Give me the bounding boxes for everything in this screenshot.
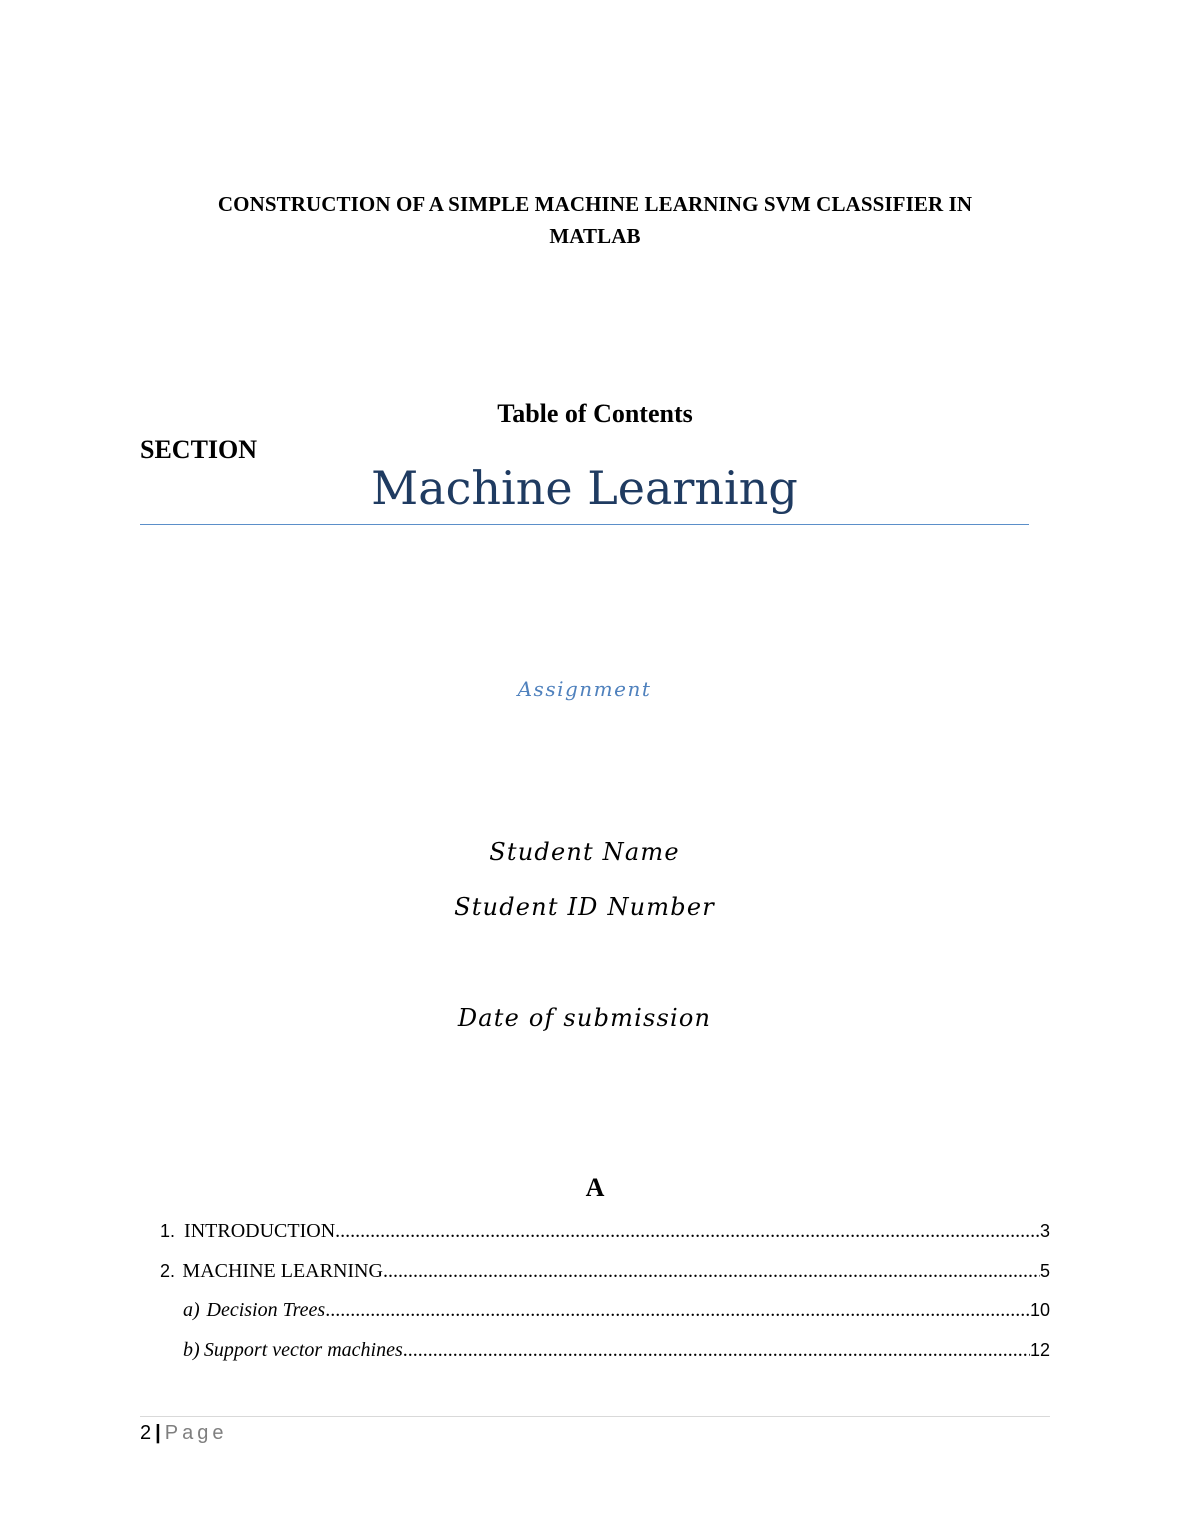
document-title-line-1: CONSTRUCTION OF A SIMPLE MACHINE LEARNING SVM CLASSIFIER IN	[217, 192, 973, 216]
cover-title: Machine Learning	[140, 456, 1029, 525]
toc-leader-dots	[383, 1257, 1040, 1285]
submission-date: Date of submission	[457, 1004, 712, 1032]
footer-divider	[140, 1416, 1050, 1417]
toc-entry-page: 12	[1029, 1340, 1050, 1360]
toc-entry-introduction[interactable]	[160, 1217, 1050, 1245]
toc-entry-number: 2.	[160, 1261, 176, 1281]
student-id: Student ID Number	[454, 893, 715, 921]
toc-entry-machine-learning[interactable]	[160, 1257, 1050, 1285]
toc-letter: A	[585, 1173, 605, 1202]
toc-entry-page: 3	[1039, 1221, 1050, 1241]
toc-entry-text: INTRODUCTION	[184, 1220, 336, 1242]
toc-entry-text: Support vector machines	[203, 1339, 403, 1361]
toc-entry-number: b)	[183, 1339, 200, 1361]
toc-entry-number: 1.	[160, 1221, 176, 1241]
toc-heading: Table of Contents	[497, 399, 693, 428]
footer-separator: |	[155, 1422, 161, 1444]
toc-entry-support-vector-machines[interactable]	[183, 1336, 1050, 1364]
toc-leader-dots	[335, 1217, 1040, 1245]
toc-leader-dots	[403, 1336, 1030, 1364]
student-name: Student Name	[489, 838, 680, 866]
subtitle: Assignment	[517, 677, 652, 701]
toc-entry-text: MACHINE LEARNING	[182, 1260, 383, 1282]
document-title	[140, 188, 1050, 252]
footer-page-word: Page	[164, 1422, 228, 1444]
toc-entry-page: 10	[1029, 1300, 1050, 1320]
section-label: SECTION	[140, 435, 258, 464]
document-title-line-2: MATLAB	[549, 224, 641, 248]
page-footer	[140, 1420, 227, 1446]
toc-leader-dots	[325, 1296, 1030, 1324]
toc-entry-decision-trees[interactable]	[183, 1296, 1050, 1324]
toc-entry-text: Decision Trees	[206, 1299, 326, 1321]
toc-entry-page: 5	[1039, 1261, 1050, 1281]
footer-page-number: 2	[140, 1422, 152, 1444]
toc-entry-number: a)	[183, 1299, 200, 1321]
